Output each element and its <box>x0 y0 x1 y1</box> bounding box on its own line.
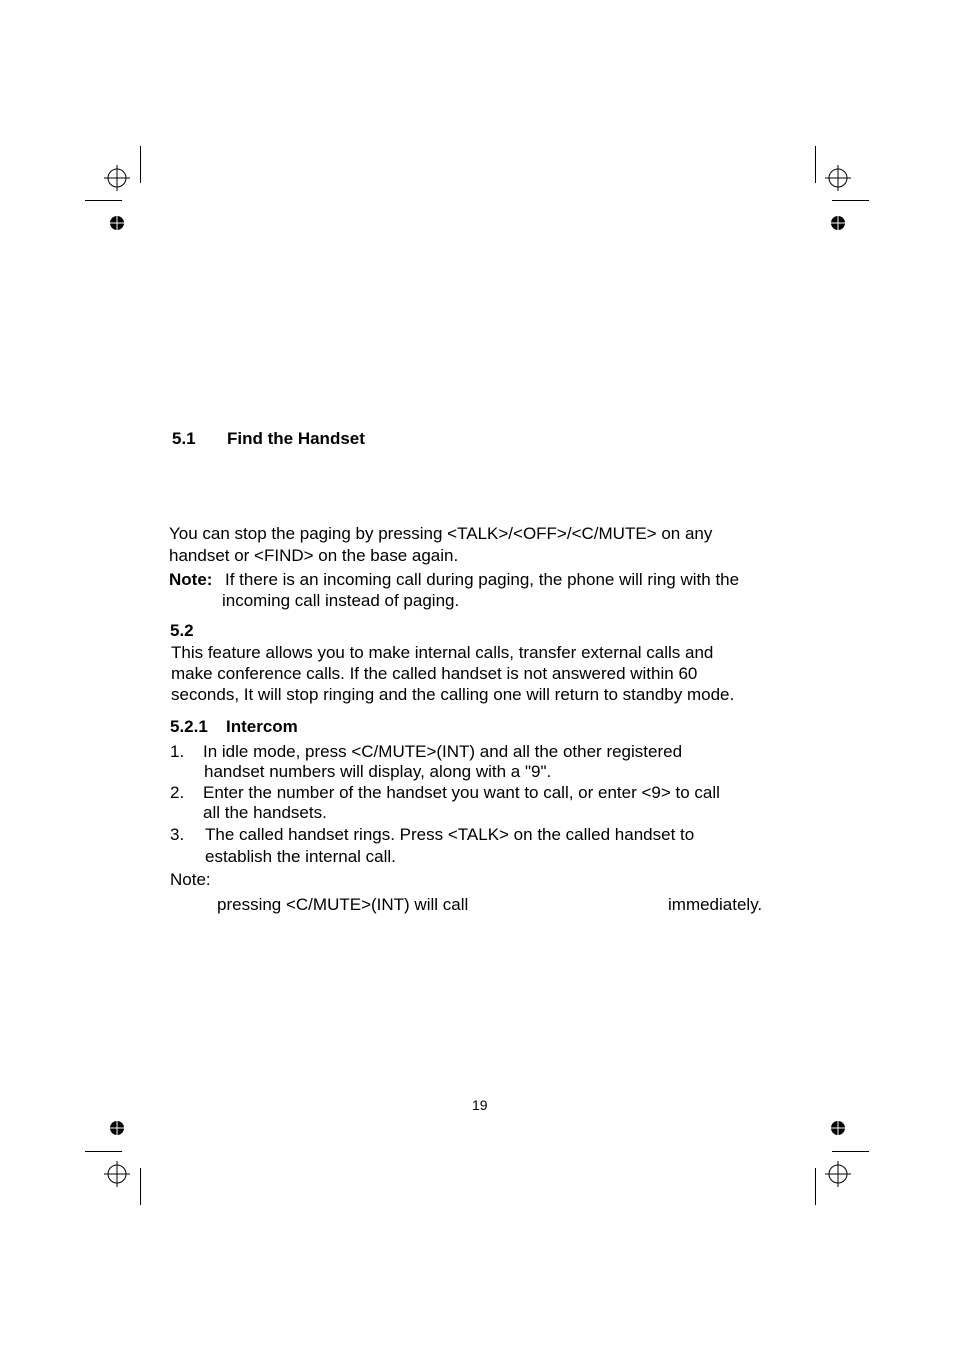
subsection-title: Intercom <box>226 717 298 736</box>
crop-line <box>140 146 141 183</box>
list-item-text: handset numbers will display, along with a "9". <box>204 762 552 781</box>
crop-line <box>832 1151 869 1152</box>
note-text: immediately. <box>668 895 763 914</box>
crosshair-icon <box>825 1161 851 1187</box>
crop-line <box>815 1168 816 1205</box>
page-number: 19 <box>472 1097 488 1113</box>
note-text: If there is an incoming call during paging, the phone will ring with the <box>225 570 740 589</box>
list-item-number: 3. <box>170 825 185 844</box>
section-number: 5.1 <box>172 429 196 448</box>
paragraph-line: handset or <FIND> on the base again. <box>169 546 459 565</box>
crosshair-icon <box>104 1161 130 1187</box>
crosshair-icon <box>825 165 851 191</box>
paragraph-line: make conference calls. If the called handset is not answered within 60 <box>171 664 698 683</box>
paragraph-line: This feature allows you to make internal calls, transfer external calls and <box>171 643 714 662</box>
crosshair-icon <box>104 165 130 191</box>
list-item-text: all the handsets. <box>203 803 327 822</box>
paragraph-line: You can stop the paging by pressing <TALK>/<OFF>/<C/MUTE> on any <box>169 524 713 543</box>
section-title: Find the Handset <box>227 429 365 448</box>
section-number: 5.2 <box>170 621 194 640</box>
registration-dot-icon <box>109 215 125 231</box>
registration-dot-icon <box>830 215 846 231</box>
crop-line <box>85 1151 122 1152</box>
list-item-text: Enter the number of the handset you want to call, or enter <9> to call <box>203 783 720 802</box>
crop-line <box>140 1168 141 1205</box>
note-text: pressing <C/MUTE>(INT) will call <box>217 895 469 914</box>
crop-line <box>832 200 869 201</box>
note-label: Note: <box>169 570 213 589</box>
note-label: Note: <box>170 870 211 889</box>
crop-line <box>815 146 816 183</box>
list-item-text: establish the internal call. <box>205 847 396 866</box>
crop-line <box>85 200 122 201</box>
list-item-number: 1. <box>170 742 185 761</box>
list-item-number: 2. <box>170 783 185 802</box>
paragraph-line: seconds, It will stop ringing and the calling one will return to standby mode. <box>171 685 735 704</box>
registration-dot-icon <box>109 1120 125 1136</box>
registration-dot-icon <box>830 1120 846 1136</box>
subsection-number: 5.2.1 <box>170 717 208 736</box>
list-item-text: In idle mode, press <C/MUTE>(INT) and all the other registered <box>203 742 683 761</box>
note-text: incoming call instead of paging. <box>222 591 460 610</box>
list-item-text: The called handset rings. Press <TALK> on the called handset to <box>205 825 695 844</box>
